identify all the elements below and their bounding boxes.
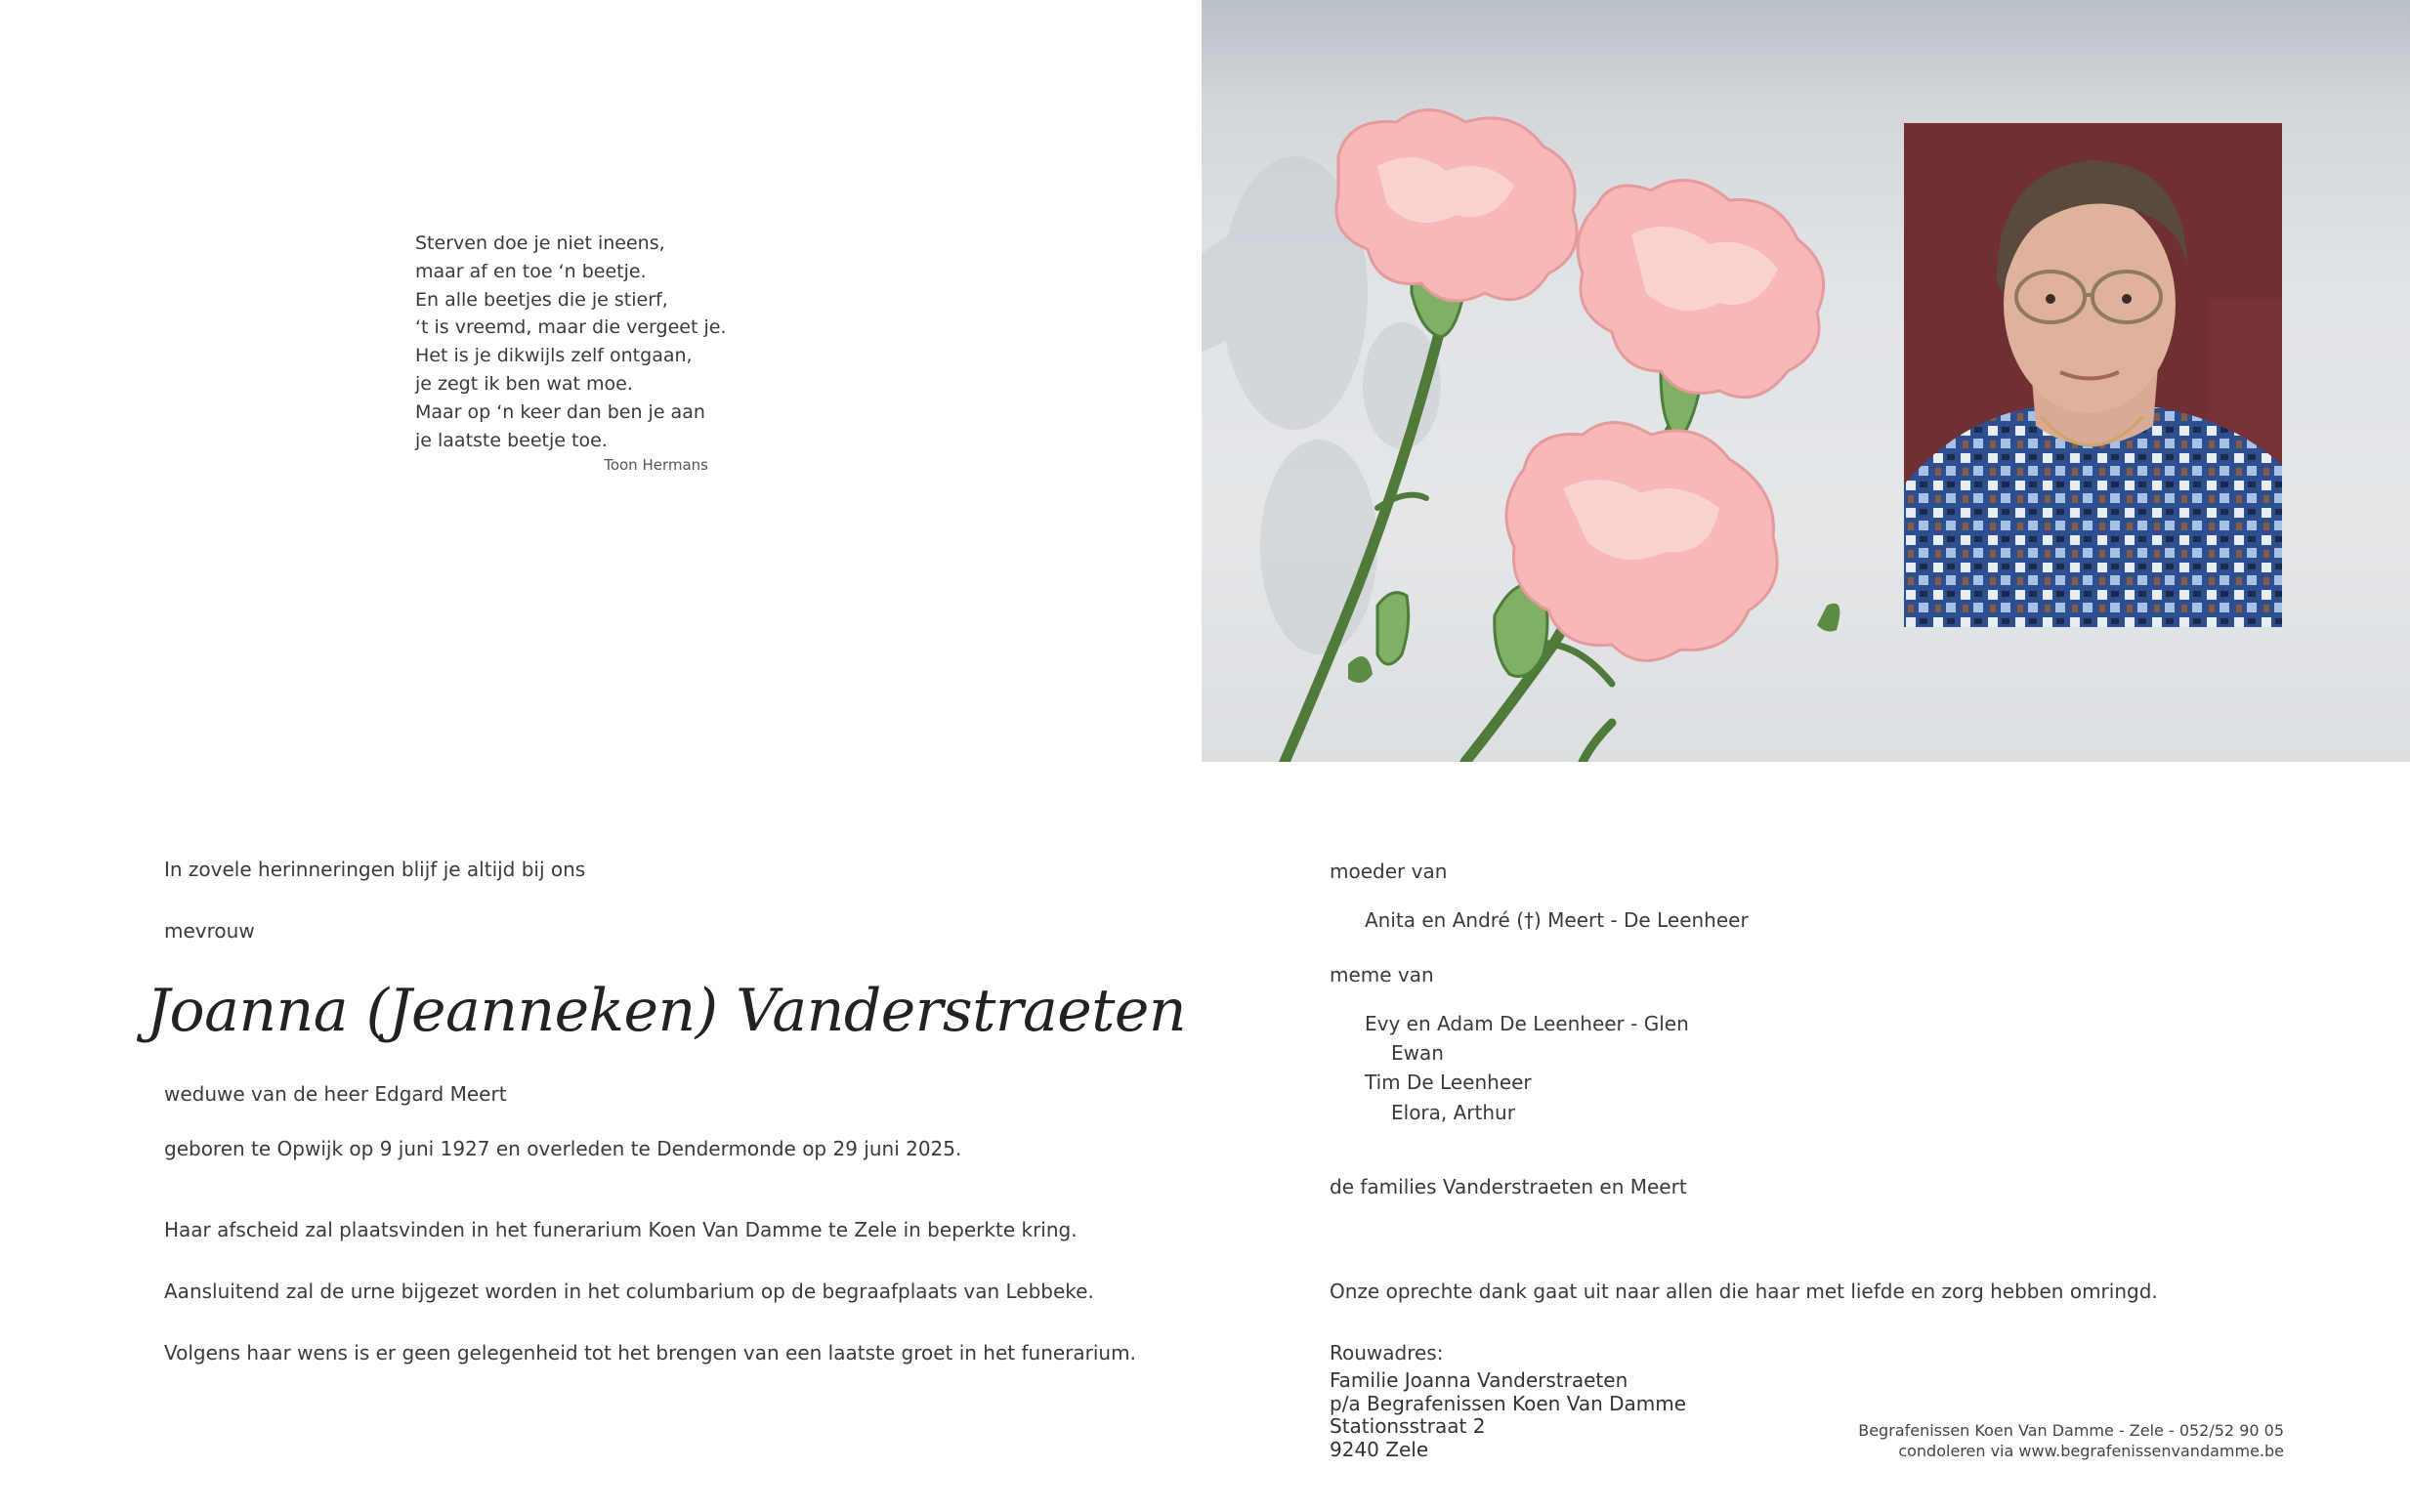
mother-of-label: moeder van [1330, 860, 1448, 883]
address-line: 9240 Zele [1330, 1437, 1429, 1461]
poem [415, 230, 727, 454]
poem-line: maar af en toe ‘n beetje. [415, 260, 647, 282]
address-line: p/a Begrafenissen Koen Van Damme [1330, 1391, 1687, 1415]
widow-text: weduwe van de heer Edgard Meert [164, 1082, 507, 1106]
thanks-text: Onze oprechte dank gaat uit naar allen die haar met liefde en zorg hebben omringd. [1330, 1280, 2158, 1303]
children-names: Anita en André (†) Meert - De Leenheer [1365, 908, 1749, 932]
families-text: de families Vanderstraeten en Meert [1330, 1175, 1687, 1198]
great-grandchild-entry: Elora, Arthur [1391, 1101, 1515, 1124]
poem-line: Maar op ‘n keer dan ben je aan [415, 400, 705, 423]
mourning-address [1330, 1369, 1686, 1461]
address-line: Familie Joanna Vanderstraeten [1330, 1368, 1628, 1392]
grandchild-entry: Evy en Adam De Leenheer - Glen [1365, 1012, 1689, 1035]
address-label: Rouwadres: [1330, 1341, 1444, 1365]
deceased-name: Joanna (Jeanneken) Vanderstraeten [147, 977, 1187, 1045]
grandchild-entry: Tim De Leenheer [1365, 1071, 1532, 1094]
poem-line: Sterven doe je niet ineens, [415, 232, 665, 254]
poem-line: je zegt ik ben wat moe. [415, 372, 633, 395]
condolence-link: condoleren via www.begrafenissenvandamme.be [1898, 1442, 2284, 1460]
grandma-of-label: meme van [1330, 963, 1434, 987]
poem-line: Het is je dikwijls zelf ontgaan, [415, 345, 693, 367]
poem-line: ‘t is vreemd, maar die vergeet je. [415, 316, 727, 339]
poem-line: En alle beetjes die je stierf, [415, 288, 668, 311]
intro-text: In zovele herinneringen blijf je altijd bij ons [164, 858, 586, 881]
poem-line: je laatste beetje toe. [415, 429, 608, 451]
funeral-home-footer [1837, 1420, 2284, 1461]
poem-author: Toon Hermans [604, 456, 708, 474]
address-line: Stationsstraat 2 [1330, 1414, 1486, 1438]
great-grandchild-entry: Ewan [1391, 1041, 1444, 1065]
birth-death-text: geboren te Opwijk op 9 juni 1927 en overleden te Dendermonde op 29 juni 2025. [164, 1137, 962, 1160]
funeral-home-contact: Begrafenissen Koen Van Damme - Zele - 052/52 90 05 [1858, 1421, 2284, 1440]
farewell-text: Haar afscheid zal plaatsvinden in het funerarium Koen Van Damme te Zele in beperkte kring. [164, 1218, 1078, 1241]
salutation: mevrouw [164, 919, 255, 943]
wish-text: Volgens haar wens is er geen gelegenheid tot het brengen van een laatste groet in het funerarium. [164, 1341, 1136, 1365]
portrait-photo [1904, 123, 2282, 627]
portrait-illustration [1904, 123, 2282, 627]
urn-text: Aansluitend zal de urne bijgezet worden in het columbarium op de begraafplaats van Lebbeke. [164, 1280, 1094, 1303]
